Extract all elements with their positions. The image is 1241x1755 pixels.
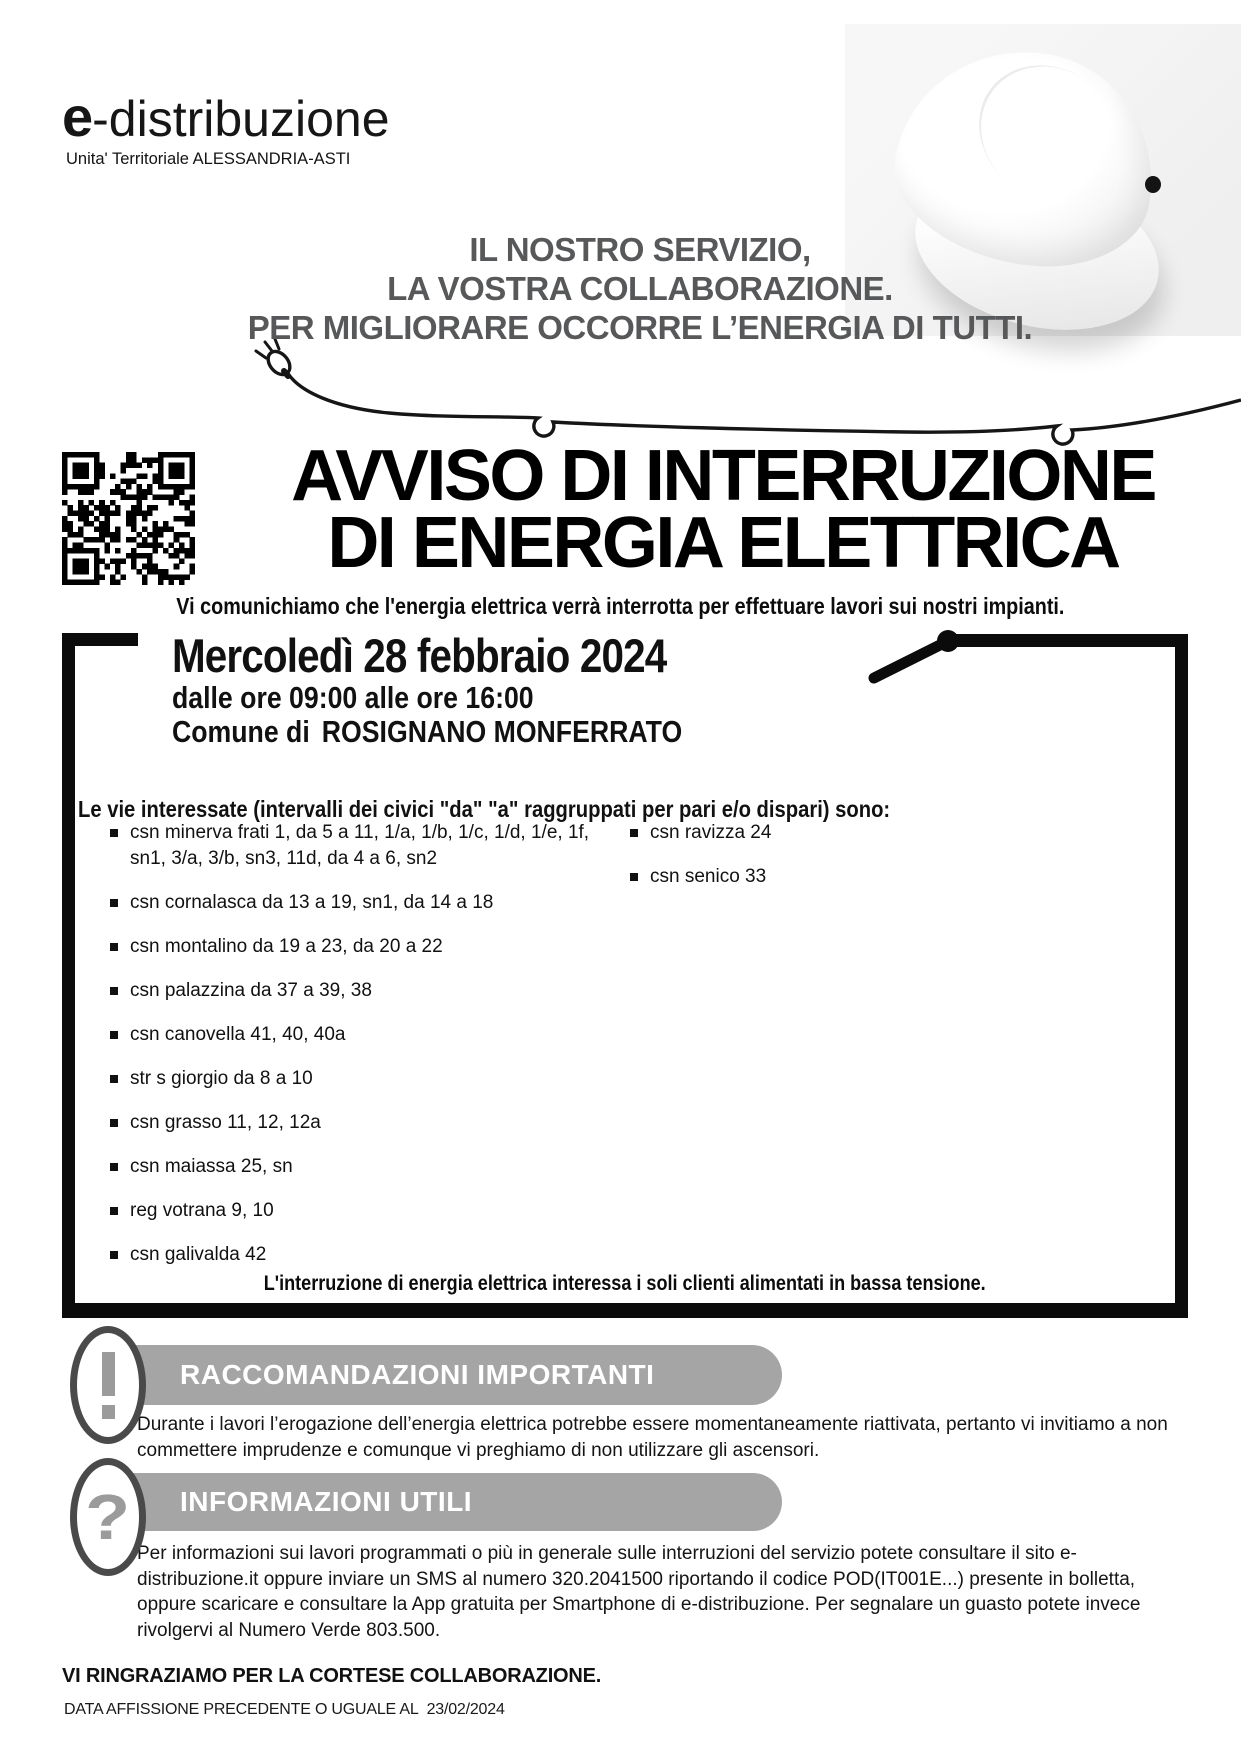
cord-line (287, 372, 1241, 444)
streets-column-2 (628, 820, 1028, 908)
street-item: reg votrana 9, 10 (108, 1198, 613, 1224)
low-voltage-note: L'interruzione di energia elettrica interessa i soli clienti alimentati in bassa tensione. (264, 1272, 986, 1295)
street-item: csn montalino da 19 a 23, da 20 a 22 (108, 934, 613, 960)
info-body: Per informazioni sui lavori programmati o più in generale sulle interruzioni del servizio potete consultare il sito e-distribuzione.it oppure inviare un SMS al numero 320.2041500 riportando il codice POD(IT001E...) presente in bolletta, oppure scaricare e consultare la App gratuita per Smartphone di e-distribuzione. Per segnalare un guasto potete invece rivolgervi al Numero Verde 803.500. (137, 1543, 1141, 1641)
recommendations-body: Durante i lavori l’erogazione dell’energia elettrica potrebbe essere momentaneamente riattivata, pertanto vi invitiamo a non commettere imprudenze e comunque vi preghiamo di non utilizzare gli ascensori. (137, 1414, 1168, 1461)
posting-date-label: DATA AFFISSIONE PRECEDENTE O UGUALE AL (64, 1701, 419, 1718)
box-border-left (62, 633, 75, 1318)
question-icon: ? (70, 1458, 146, 1576)
notice-intro: Vi comunichiamo che l'energia elettrica verrà interrotta per effettuare lavori sui nostri impianti. (176, 593, 1065, 619)
exclamation-icon (70, 1326, 146, 1444)
power-cord-illustration (0, 330, 1241, 460)
slogan-line-1: IL NOSTRO SERVIZIO, (469, 231, 811, 268)
street-item: csn grasso 11, 12, 12a (108, 1110, 613, 1136)
logo-e-mark: e (62, 85, 93, 148)
recommendations-title: RACCOMANDAZIONI IMPORTANTI (180, 1359, 655, 1390)
qr-code (62, 452, 195, 585)
street-item: csn senico 33 (628, 864, 1028, 890)
company-logo (62, 84, 390, 149)
street-item: csn canovella 41, 40, 40a (108, 1022, 613, 1048)
street-item: csn galivalda 42 (108, 1242, 613, 1268)
box-border-right (1175, 634, 1188, 1318)
notice-title-line-1: AVVISO DI INTERRUZIONE (291, 436, 1155, 516)
hardhat-side-button (1145, 176, 1161, 193)
street-item: csn cornalasca da 13 a 19, sn1, da 14 a 18 (108, 890, 613, 916)
comune-name: ROSIGNANO MONFERRATO (321, 714, 683, 749)
thanks-line: VI RINGRAZIAMO PER LA CORTESE COLLABORAZIONE. (62, 1665, 602, 1687)
info-header-bar (100, 1473, 782, 1531)
info-title: INFORMAZIONI UTILI (180, 1486, 473, 1517)
streets-heading: Le vie interessate (intervalli dei civici "da" "a" raggruppati per pari e/o dispari) sono: (78, 796, 891, 822)
street-item: str s giorgio da 8 a 10 (108, 1066, 613, 1092)
unplugged-cable-icon (850, 618, 1190, 690)
slogan-line-2: LA VOSTRA COLLABORAZIONE. (387, 270, 893, 307)
street-item: csn minerva frati 1, da 5 a 11, 1/a, 1/b, 1/c, 1/d, 1/e, 1f, sn1, 3/a, 3/b, sn3, 11d, da 4 a 6, sn2 (108, 820, 613, 872)
streets-column-1 (108, 820, 613, 1286)
comune-label: Comune di (172, 714, 310, 749)
notice-title (205, 436, 1241, 583)
street-item: csn maiassa 25, sn (108, 1154, 613, 1180)
territorial-unit-label: Unita' Territoriale ALESSANDRIA-ASTI (66, 150, 351, 168)
posting-date-value: 23/02/2024 (426, 1701, 505, 1718)
recommendations-header-bar (100, 1345, 782, 1405)
interruption-hours: dalle ore 09:00 alle ore 16:00 (172, 680, 534, 715)
logo-wordmark: -distribuzione (92, 91, 390, 147)
interruption-comune (172, 714, 682, 750)
posting-date-line (64, 1701, 505, 1719)
slogan-line-3: PER MIGLIORARE OCCORRE L’ENERGIA DI TUTTI. (247, 309, 1033, 346)
street-item: csn palazzina da 37 a 39, 38 (108, 978, 613, 1004)
box-border-bottom (62, 1303, 1188, 1318)
notice-title-line-2: DI ENERGIA ELETTRICA (327, 503, 1119, 583)
street-item: csn ravizza 24 (628, 820, 1028, 846)
interruption-date: Mercoledì 28 febbraio 2024 (172, 629, 667, 682)
slogan (210, 230, 1070, 347)
